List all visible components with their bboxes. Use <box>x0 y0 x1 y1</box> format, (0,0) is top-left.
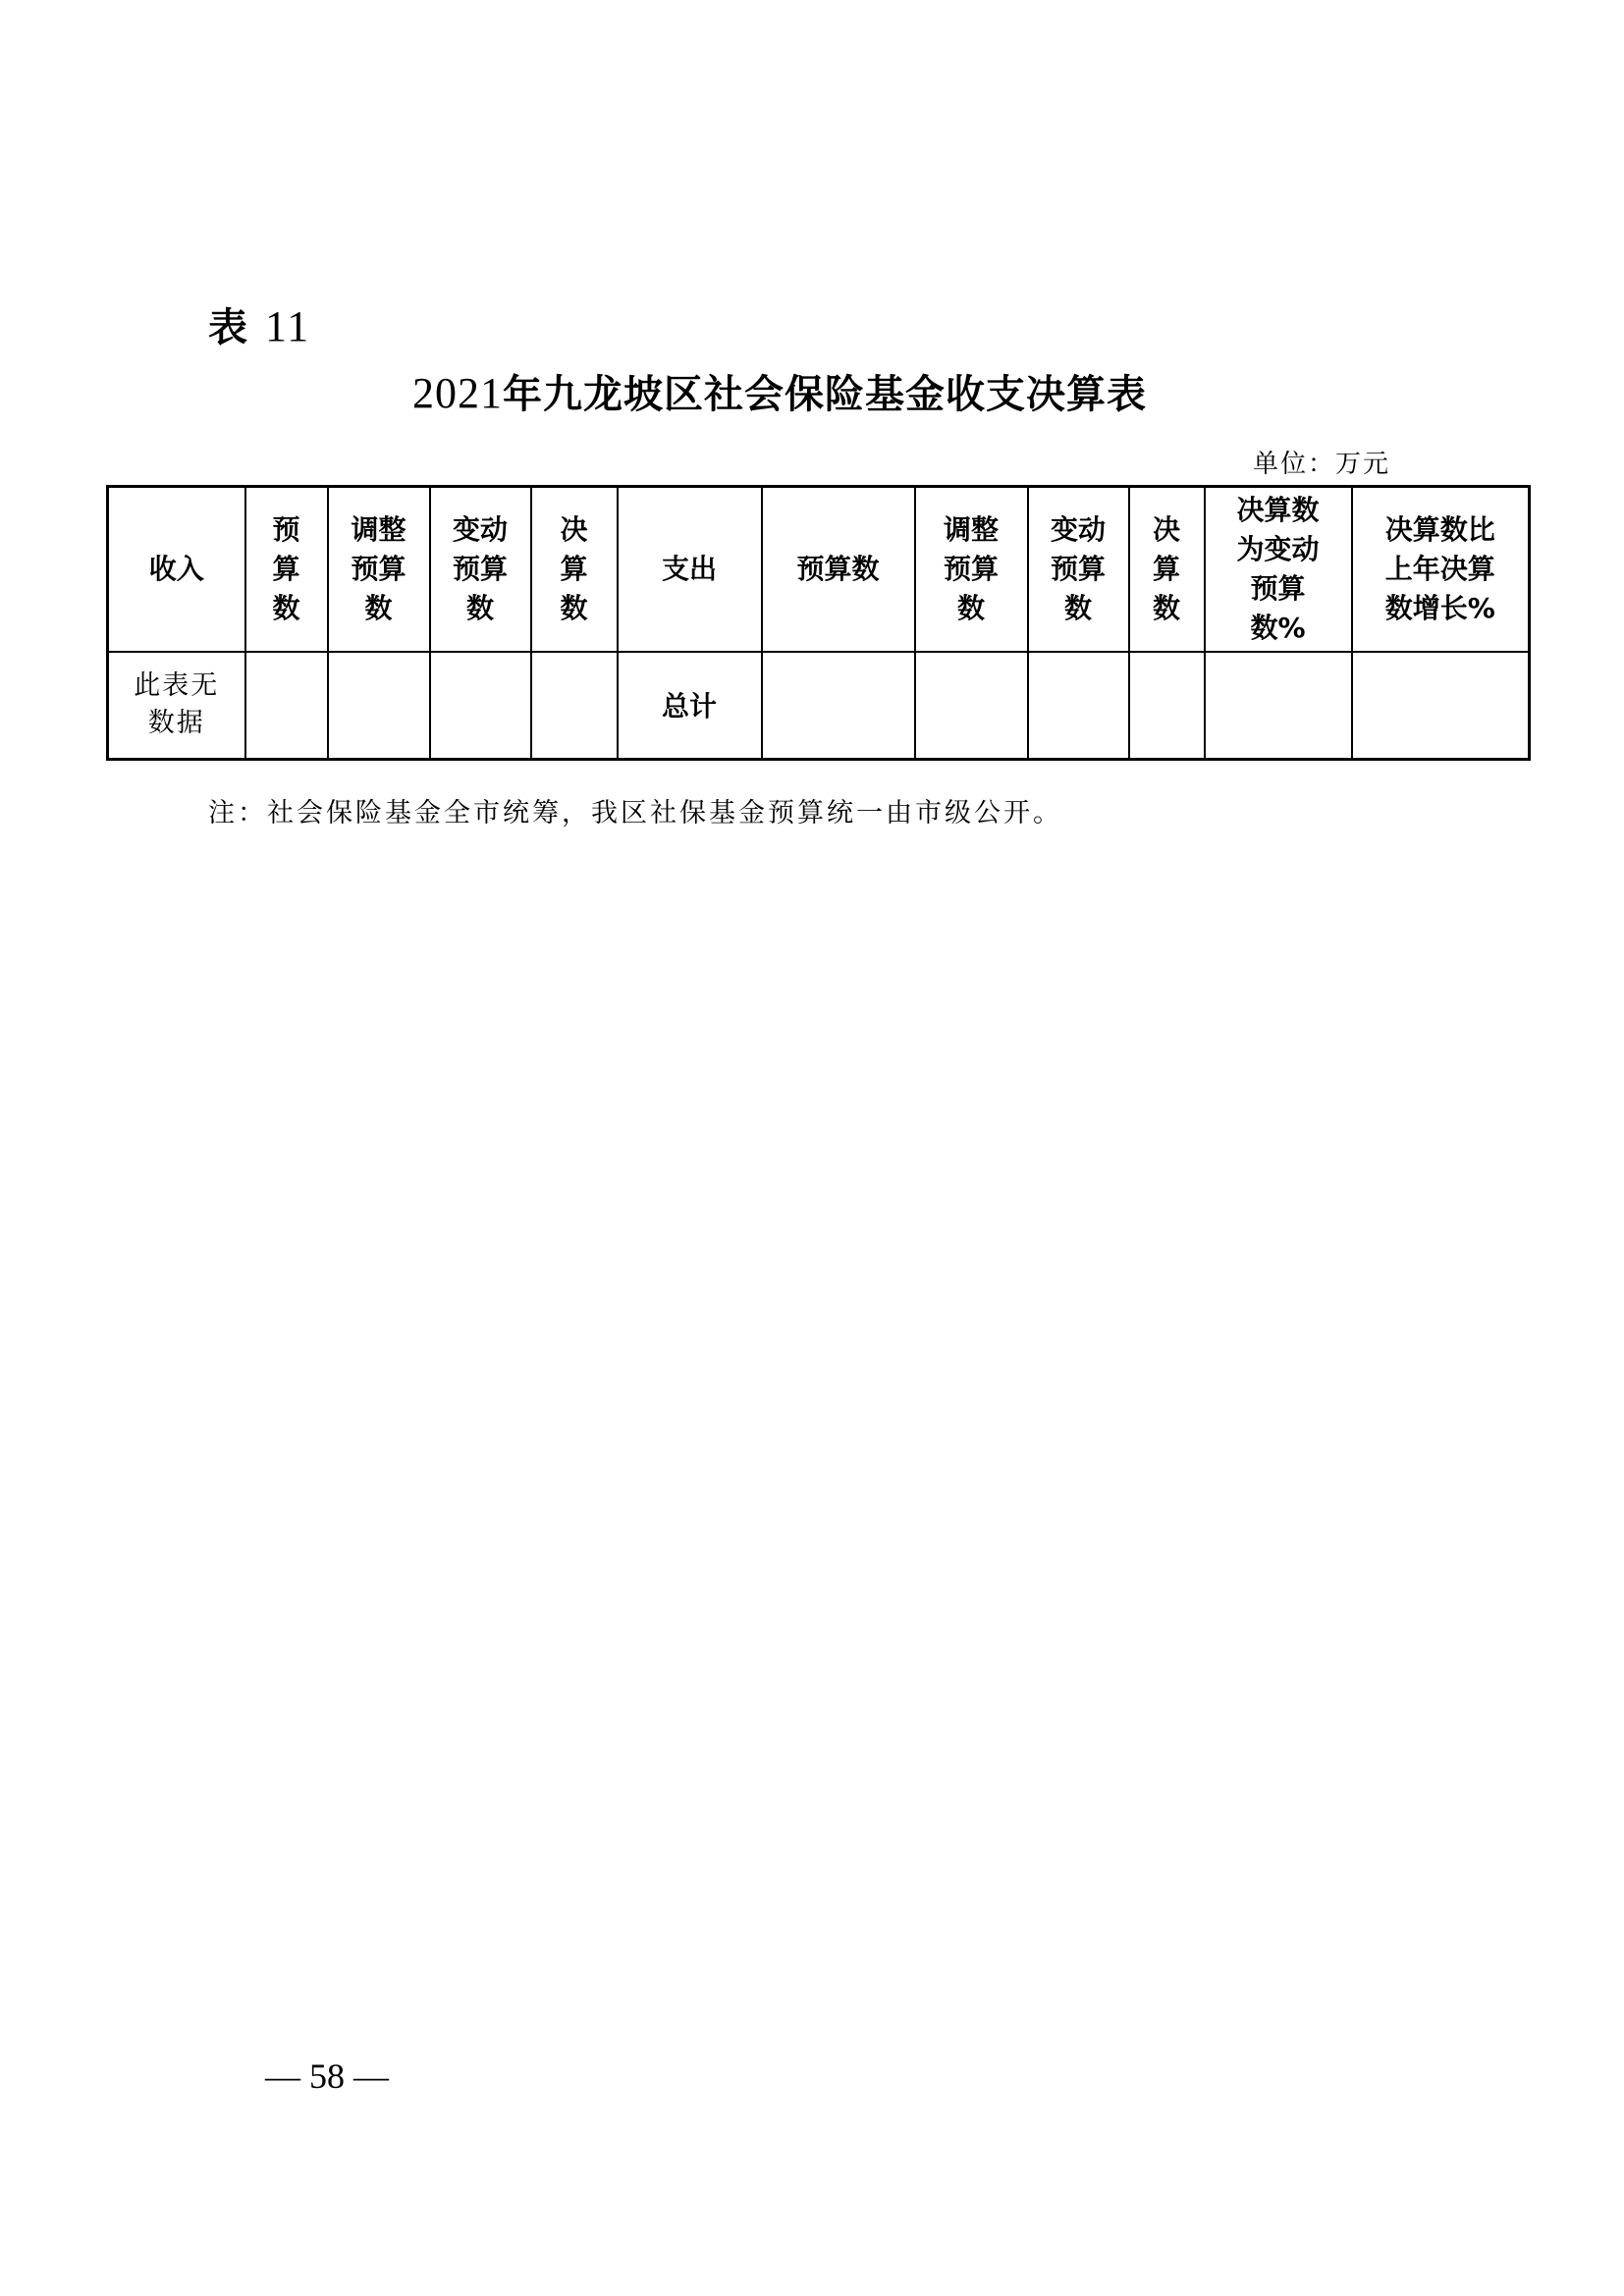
no-data-cell: 此表无 数据 <box>108 652 245 760</box>
header-expenditure: 支出 <box>618 487 762 652</box>
empty-cell <box>1352 652 1530 760</box>
header-exp-budget: 预算数 <box>762 487 915 652</box>
title-text: 年九龙坡区社会保险基金收支决算表 <box>503 372 1147 417</box>
table-label <box>208 296 310 352</box>
empty-cell <box>762 652 915 760</box>
page-title <box>412 363 1147 419</box>
header-exp-adjusted-budget: 调整 预算 数 <box>915 487 1028 652</box>
header-exp-final: 决 算 数 <box>1129 487 1205 652</box>
header-yoy-growth-pct: 决算数比 上年决算 数增长% <box>1352 487 1530 652</box>
table-row <box>108 652 1530 760</box>
title-year: 2021 <box>412 369 503 417</box>
header-adjusted-budget: 调整 预算 数 <box>328 487 430 652</box>
footnote: 注：社会保险基金全市统筹，我区社保基金预算统一由市级公开。 <box>208 798 1062 828</box>
empty-cell <box>328 652 430 760</box>
total-cell: 总计 <box>618 652 762 760</box>
budget-table <box>106 485 1531 761</box>
header-row <box>108 487 1530 652</box>
header-budget: 预 算 数 <box>245 487 328 652</box>
empty-cell <box>1205 652 1352 760</box>
header-final-vs-changed-pct: 决算数 为变动 预算 数% <box>1205 487 1352 652</box>
empty-cell <box>430 652 531 760</box>
table-label-prefix: 表 <box>208 305 249 350</box>
header-final: 决 算 数 <box>531 487 618 652</box>
empty-cell <box>1028 652 1129 760</box>
empty-cell <box>245 652 328 760</box>
header-income: 收入 <box>108 487 245 652</box>
empty-cell <box>915 652 1028 760</box>
header-exp-changed-budget: 变动 预算 数 <box>1028 487 1129 652</box>
page-number: — 58 — <box>265 2056 389 2096</box>
empty-cell <box>1129 652 1205 760</box>
header-changed-budget: 变动 预算 数 <box>430 487 531 652</box>
table-label-number: 11 <box>264 302 311 350</box>
unit-label: 单位：万元 <box>1253 450 1391 479</box>
empty-cell <box>531 652 618 760</box>
